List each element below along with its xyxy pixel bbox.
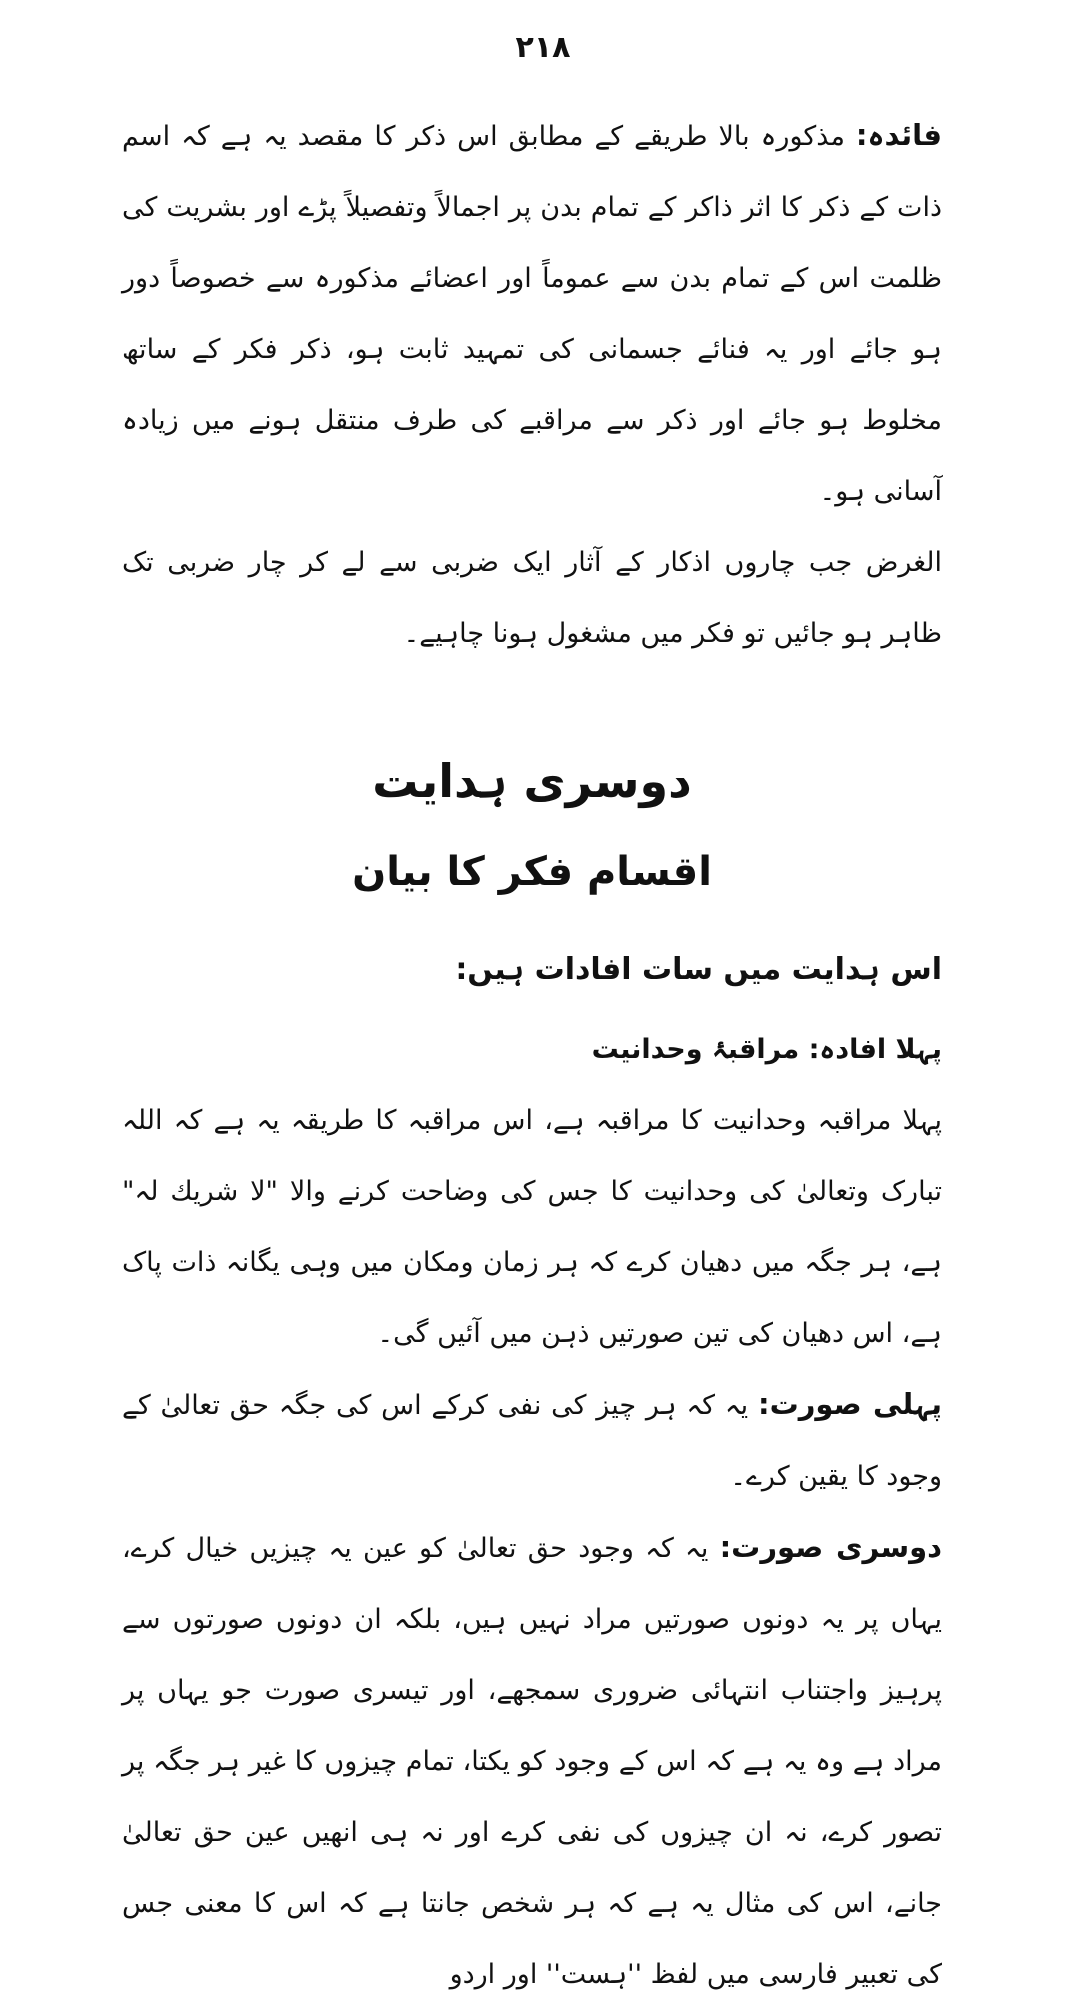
muraqaba-paragraph: پہلا مراقبہ وحدانیت کا مراقبہ ہے، اس مراقبہ کا طریقہ یہ ہے کہ اللہ تبارک وتعالیٰ کی وحدانیت کا جس کی وضاحت کرنے والا "لا شریك لہ" ہے، ہر جگہ میں دھیان کرے کہ ہر زمان ومکان میں وہی یگانہ ذات پاک ہے، اس دھیان کی تین صورتیں ذہن میں آئیں گی۔ (122, 1105, 942, 1349)
algharaz-paragraph: الغرض جب چاروں اذکار کے آثار ایک ضربی سے لے کر چار ضربی تک ظاہر ہو جائیں تو فکر میں مشغول ہونا چاہیے۔ (122, 547, 942, 649)
section-heading: دوسری ہدایت (372, 754, 692, 808)
faida-label: فائدہ: (855, 118, 942, 152)
second-form-text: یہ کہ وجود حق تعالیٰ کو عین یہ چیزیں خیال کرے، یہاں پر یہ دونوں صورتیں مراد نہیں ہیں، بلکہ ان دونوں صورتوں سے پرہیز واجتناب انتہائی ضروری سمجھے، اور تیسری صورت جو یہاں پر مراد ہے وہ یہ ہے کہ اس کے وجود کو یکتا، تمام چیزوں کا غیر ہر جگہ پر تصور کرے، نہ ان چیزوں کی نفی کرے اور نہ ہی انھیں عین حق تعالیٰ جانے، اس کی مثال یہ ہے کہ ہر شخص جانتا ہے کہ اس کا معنی جس کی تعبیر فارسی میں لفظ ''ہست'' اور اردو (122, 1533, 942, 1990)
page-content (122, 100, 942, 2010)
second-form-label: دوسری صورت: (719, 1530, 942, 1564)
second-form-paragraph (122, 1512, 942, 2010)
intro-line: اس ہدایت میں سات افادات ہیں: (455, 952, 942, 987)
faida-text: مذکورہ بالا طریقے کے مطابق اس ذکر کا مقصد یہ ہے کہ اسم ذات کے ذکر کا اثر ذاکر کے تمام بدن پر اجمالاً وتفصیلاً پڑے اور بشریت کی ظلمت اس کے تمام بدن سے عموماً اور اعضائے مذکورہ سے خصوصاً دور ہو جائے اور یہ فنائے جسمانی کی تمہید ثابت ہو، ذکر فکر کے ساتھ مخلوط ہو جائے اور ذکر سے مراقبے کی طرف منتقل ہونے میں زیادہ آسانی ہو۔ (122, 121, 942, 507)
section-subheading: اقسام فکر کا بیان (352, 849, 712, 895)
page-number: ۲۱۸ (515, 30, 571, 65)
first-form-paragraph (122, 1369, 942, 1512)
first-form-text: یہ کہ ہر چیز کی نفی کرکے اس کی جگہ حق تعالیٰ کے وجود کا یقین کرے۔ (122, 1390, 942, 1492)
faida-paragraph (122, 100, 942, 527)
ifada-title: پہلا افادہ: مراقبۂ وحدانیت (591, 1034, 942, 1065)
first-form-label: پہلی صورت: (757, 1387, 942, 1421)
